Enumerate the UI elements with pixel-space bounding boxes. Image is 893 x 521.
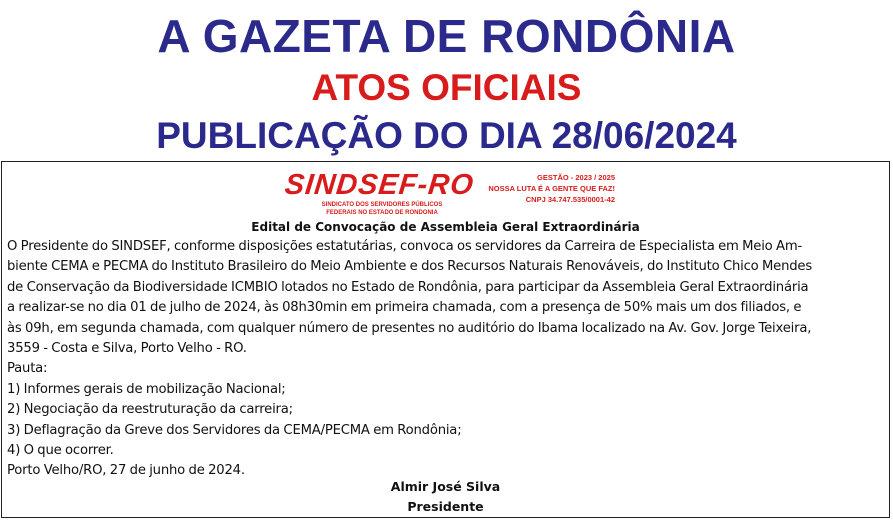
place-date: Porto Velho/RO, 27 de junho de 2024. bbox=[7, 463, 245, 479]
logo-motto: NOSSA LUTA É A GENTE QUE FAZ! bbox=[488, 184, 615, 193]
logo-sub-line1: SINDICATO DOS SERVIDORES PÚBLICOS bbox=[321, 202, 443, 208]
pauta-item: 4) O que ocorrer. bbox=[7, 443, 114, 459]
pauta-item: 3) Deflagração da Greve dos Servidores da CEMA/PECMA em Rondônia; bbox=[7, 422, 462, 438]
logo-cnpj: CNPJ 34.747.535/0001-42 bbox=[525, 195, 615, 204]
pauta-item: 2) Negociação da reestruturação da carreira; bbox=[7, 402, 293, 418]
paragraph-line: a realizar-se no dia 01 de julho de 2024, às 08h30min em primeira chamada, com a presença de 50% mais um dos filiados, e bbox=[7, 300, 802, 316]
publication-date: PUBLICAÇÃO DO DIA 28/06/2024 bbox=[156, 115, 737, 156]
paragraph-line: biente CEMA e PECMA do Instituto Brasileiro do Meio Ambiente e dos Recursos Naturais Renováveis, do Instituto Chico Mendes bbox=[7, 259, 813, 275]
notice-box bbox=[1, 161, 890, 518]
logo-wordmark: SINDSEF-RO bbox=[283, 169, 476, 201]
notice-title: Edital de Convocação de Assembleia Geral Extraordinária bbox=[251, 220, 640, 234]
signatory-name: Almir José Silva bbox=[390, 479, 501, 494]
logo-union-name bbox=[307, 201, 457, 217]
paragraph-line: às 09h, em segunda chamada, com qualquer número de presentes no auditório do Ibama localizado na Av. Gov. Jorge Teixeira, bbox=[7, 320, 812, 336]
section-subtitle: ATOS OFICIAIS bbox=[311, 67, 582, 108]
logo-gestao: GESTÃO - 2023 / 2025 bbox=[537, 173, 615, 182]
paragraph-line: 3559 - Costa e Silva, Porto Velho - RO. bbox=[7, 341, 247, 357]
signatory-role: Presidente bbox=[407, 499, 484, 514]
paragraph-line: O Presidente do SINDSEF, conforme disposições estatutárias, convoca os servidores da Carreira de Especialista em Meio Am- bbox=[7, 239, 803, 254]
paragraph-line: de Conservação da Biodiversidade ICMBIO lotados no Estado de Rondônia, para participar da Assembleia Geral Extraordinária bbox=[7, 279, 809, 295]
notice-body bbox=[7, 237, 884, 482]
logo-sub-line2: FEDERAIS NO ESTADO DE RONDONIA bbox=[326, 210, 438, 216]
pauta-label: Pauta: bbox=[7, 361, 48, 377]
pauta-item: 1) Informes gerais de mobilização Nacional; bbox=[7, 381, 286, 397]
sindsef-logo bbox=[285, 168, 615, 220]
logo-info bbox=[481, 172, 615, 205]
newspaper-title: A GAZETA DE RONDÔNIA bbox=[157, 10, 736, 62]
